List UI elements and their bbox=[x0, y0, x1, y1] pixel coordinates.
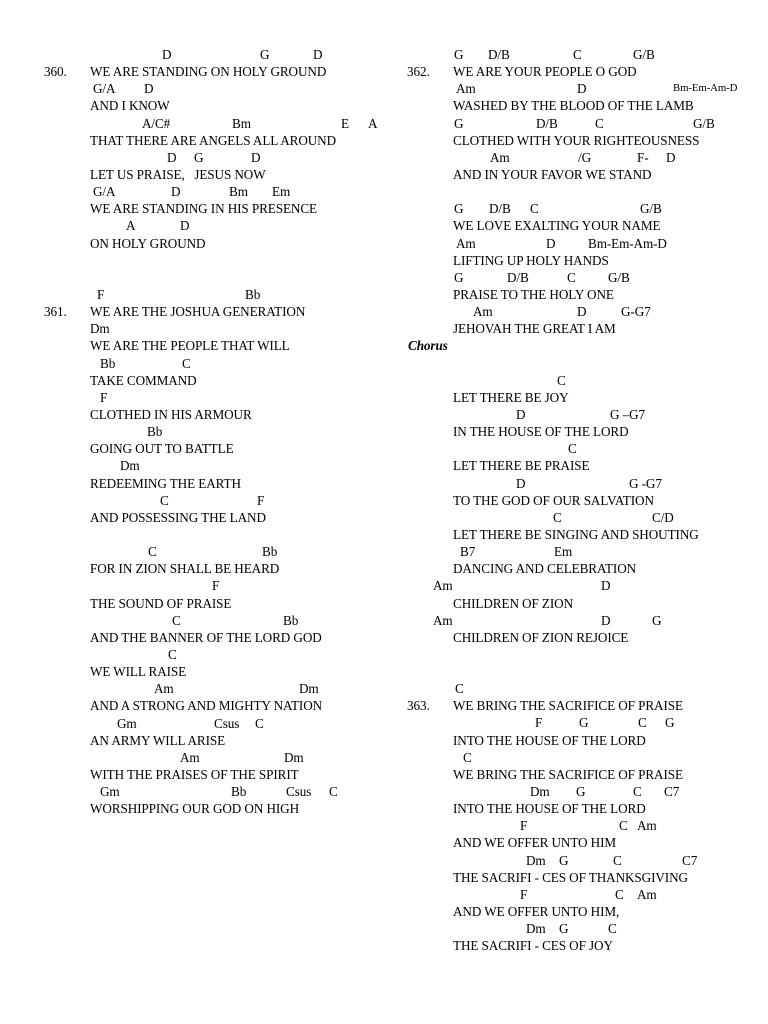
chord: C bbox=[557, 372, 566, 388]
lyric-text: AND I KNOW bbox=[90, 98, 170, 114]
chord: F- bbox=[637, 149, 649, 165]
chord-line bbox=[400, 115, 768, 132]
blank-line bbox=[0, 526, 390, 543]
chord: C bbox=[172, 612, 181, 628]
lyric-line bbox=[0, 629, 390, 646]
lyric-text: CHILDREN OF ZION bbox=[453, 595, 574, 611]
lyric-line bbox=[400, 766, 768, 783]
chord: D bbox=[171, 184, 181, 200]
chord: C bbox=[608, 921, 617, 937]
lyric-text: WE ARE STANDING ON HOLY GROUND bbox=[90, 64, 327, 80]
song-360 bbox=[0, 46, 390, 252]
lyric-line bbox=[0, 337, 390, 354]
chord-line bbox=[400, 149, 768, 166]
lyric-text: ON HOLY GROUND bbox=[90, 235, 206, 251]
chord: Am bbox=[433, 578, 453, 594]
lyric-line bbox=[400, 629, 768, 646]
chord-line bbox=[400, 46, 768, 63]
lyric-line bbox=[400, 166, 768, 183]
chord-line bbox=[0, 149, 390, 166]
lyric-line bbox=[400, 492, 768, 509]
chord: C7 bbox=[682, 852, 698, 868]
chord: Am bbox=[473, 304, 493, 320]
lyric-text: AND WE OFFER UNTO HIM, bbox=[453, 904, 620, 920]
chord: Dm bbox=[530, 784, 550, 800]
chord: Am bbox=[180, 749, 200, 765]
lyric-text: WITH THE PRAISES OF THE SPIRIT bbox=[90, 766, 299, 782]
lyric-line bbox=[0, 697, 390, 714]
lyric-line bbox=[400, 320, 768, 337]
lyric-line bbox=[0, 475, 390, 492]
lyric-text: LIFTING UP HOLY HANDS bbox=[453, 252, 609, 268]
chord: G bbox=[260, 47, 270, 62]
chord: G bbox=[454, 115, 464, 131]
chord: D bbox=[516, 475, 526, 491]
chord: C bbox=[463, 749, 472, 765]
chord: D bbox=[167, 149, 177, 165]
chord: Am bbox=[154, 681, 174, 697]
lyric-line bbox=[0, 200, 390, 217]
lyric-line bbox=[0, 800, 390, 817]
lyric-text: WASHED BY THE BLOOD OF THE LAMB bbox=[453, 98, 694, 114]
chord: G/B bbox=[640, 201, 662, 217]
chord: Bm-Em-Am-D bbox=[673, 82, 738, 95]
chord-line bbox=[0, 783, 390, 800]
chord: C bbox=[573, 47, 582, 62]
song-362 bbox=[400, 46, 768, 337]
chord: F bbox=[520, 818, 528, 834]
song-363 bbox=[400, 646, 768, 955]
chord: Gm bbox=[100, 784, 120, 800]
chord: Bb bbox=[283, 612, 299, 628]
chord: G/B bbox=[693, 115, 715, 131]
chord-line bbox=[0, 115, 390, 132]
lyric-line bbox=[400, 697, 768, 714]
chord: D/B bbox=[507, 269, 529, 285]
chord: D bbox=[601, 578, 611, 594]
chord: Bb bbox=[262, 544, 278, 560]
chord: C bbox=[615, 886, 624, 902]
chord-line bbox=[400, 303, 768, 320]
chord: Dm bbox=[526, 921, 546, 937]
chord: C bbox=[329, 784, 338, 800]
lyric-text: JEHOVAH THE GREAT I AM bbox=[453, 321, 616, 337]
chord: Am bbox=[490, 149, 510, 165]
chord-line bbox=[0, 423, 390, 440]
lyric-line bbox=[0, 406, 390, 423]
chord-line bbox=[0, 492, 390, 509]
lyric-line bbox=[0, 440, 390, 457]
chord: D bbox=[251, 149, 261, 165]
lyric-line bbox=[400, 457, 768, 474]
chord-line bbox=[400, 372, 768, 389]
chord: G bbox=[454, 269, 464, 285]
lyric-text: WORSHIPPING OUR GOD ON HIGH bbox=[90, 801, 300, 817]
lyric-text: WE WILL RAISE bbox=[90, 664, 187, 680]
lyric-line bbox=[0, 97, 390, 114]
lyric-text: LET THERE BE JOY bbox=[453, 389, 569, 405]
lyric-text: AND A STRONG AND MIGHTY NATION bbox=[90, 698, 323, 714]
chord: F bbox=[535, 715, 543, 731]
song-number: 361. bbox=[44, 304, 67, 320]
chord-line bbox=[400, 475, 768, 492]
chord: D bbox=[546, 235, 556, 251]
chord: E bbox=[341, 115, 349, 131]
chord-line bbox=[400, 817, 768, 834]
chord: C bbox=[613, 852, 622, 868]
lyric-text: WE BRING THE SACRIFICE OF PRAISE bbox=[453, 766, 683, 782]
chord: C bbox=[568, 441, 577, 457]
chord-line bbox=[0, 543, 390, 560]
chord: A/C# bbox=[142, 115, 171, 131]
chord: D bbox=[180, 218, 190, 234]
lyric-text: REDEEMING THE EARTH bbox=[90, 475, 241, 491]
chord: G –G7 bbox=[610, 406, 646, 422]
chord: G/B bbox=[633, 47, 655, 62]
chord-line bbox=[400, 886, 768, 903]
chord: D bbox=[144, 81, 154, 97]
chord-line bbox=[400, 714, 768, 731]
lyric-line bbox=[0, 235, 390, 252]
chord-line bbox=[400, 543, 768, 560]
lyric-line bbox=[400, 903, 768, 920]
lyric-text: GOING OUT TO BATTLE bbox=[90, 441, 234, 457]
lyric-line bbox=[400, 132, 768, 149]
chord-line bbox=[0, 389, 390, 406]
lyric-text: DANCING AND CELEBRATION bbox=[453, 561, 637, 577]
chord: G bbox=[579, 715, 589, 731]
chord: Am bbox=[637, 886, 657, 902]
lyric-text: THE SACRIFI - CES OF THANKSGIVING bbox=[453, 869, 688, 885]
lyric-line bbox=[0, 132, 390, 149]
chord: Em bbox=[272, 184, 291, 200]
chord-line bbox=[400, 920, 768, 937]
chord-line bbox=[400, 80, 768, 97]
chord: C bbox=[255, 715, 264, 731]
lyric-line bbox=[400, 389, 768, 406]
song-chorus bbox=[400, 337, 768, 646]
chord: D bbox=[162, 47, 172, 62]
chord: G/B bbox=[608, 269, 630, 285]
song-361 bbox=[0, 286, 390, 817]
chord: Bb bbox=[231, 784, 247, 800]
chord-line bbox=[0, 715, 390, 732]
lyric-line bbox=[0, 663, 390, 680]
lyric-text: THAT THERE ARE ANGELS ALL AROUND bbox=[90, 132, 337, 148]
lyric-text: WE BRING THE SACRIFICE OF PRAISE bbox=[453, 698, 683, 714]
lyric-text: WE ARE THE JOSHUA GENERATION bbox=[90, 304, 306, 320]
blank-line bbox=[400, 355, 768, 372]
blank-line bbox=[400, 663, 768, 680]
lyric-text: FOR IN ZION SHALL BE HEARD bbox=[90, 561, 280, 577]
chord: Bm-Em-Am-D bbox=[588, 235, 667, 251]
chord-line bbox=[0, 320, 390, 337]
lyric-text: AND THE BANNER OF THE LORD GOD bbox=[90, 629, 322, 645]
lyric-text: WE ARE THE PEOPLE THAT WILL bbox=[90, 338, 290, 354]
chord: Am bbox=[456, 235, 476, 251]
chord-line bbox=[400, 612, 768, 629]
chord: C bbox=[168, 646, 177, 662]
lyric-line bbox=[400, 869, 768, 886]
chord: G/A bbox=[93, 184, 116, 200]
chord: F bbox=[100, 389, 108, 405]
lyric-line bbox=[0, 560, 390, 577]
lyric-text: WE ARE YOUR PEOPLE O GOD bbox=[453, 64, 637, 80]
chord: C bbox=[455, 681, 464, 697]
chord: C bbox=[567, 269, 576, 285]
chord-line bbox=[0, 749, 390, 766]
chord-line bbox=[0, 46, 390, 63]
lyric-text: AN ARMY WILL ARISE bbox=[90, 732, 226, 748]
chord-line bbox=[400, 783, 768, 800]
song-number: 362. bbox=[407, 64, 430, 80]
chord: Bb bbox=[100, 355, 116, 371]
lyric-line bbox=[400, 800, 768, 817]
chord-line bbox=[400, 200, 768, 217]
lyric-text: WE ARE STANDING IN HIS PRESENCE bbox=[90, 201, 317, 217]
lyric-text: LET US PRAISE, JESUS NOW bbox=[90, 166, 266, 182]
lyric-text: TAKE COMMAND bbox=[90, 372, 197, 388]
chord: C/D bbox=[652, 509, 674, 525]
chord-line bbox=[400, 269, 768, 286]
chord-line bbox=[0, 577, 390, 594]
lyric-text: PRAISE TO THE HOLY ONE bbox=[453, 286, 614, 302]
lyric-text: LET THERE BE SINGING AND SHOUTING bbox=[453, 526, 699, 542]
chord: /G bbox=[578, 149, 591, 165]
lyric-text: IN THE HOUSE OF THE LORD bbox=[453, 424, 629, 440]
lyric-line bbox=[0, 595, 390, 612]
lyric-text: CLOTHED IN HIS ARMOUR bbox=[90, 406, 252, 422]
chord: D bbox=[577, 81, 587, 97]
chord-line bbox=[0, 183, 390, 200]
chord: G/A bbox=[93, 81, 116, 97]
left-song-column bbox=[0, 46, 390, 817]
chord-line bbox=[0, 286, 390, 303]
chord: C bbox=[148, 544, 157, 560]
chord: G bbox=[559, 852, 569, 868]
chord: Em bbox=[554, 544, 573, 560]
lyric-line bbox=[400, 560, 768, 577]
chord: C bbox=[160, 492, 169, 508]
chord-line bbox=[0, 80, 390, 97]
song-number: 360. bbox=[44, 64, 67, 80]
lyric-text: THE SACRIFI - CES OF JOY bbox=[453, 938, 613, 954]
chord: C7 bbox=[664, 784, 680, 800]
lyric-line bbox=[400, 595, 768, 612]
chord: D/B bbox=[536, 115, 558, 131]
lyric-line bbox=[400, 217, 768, 234]
chord: B7 bbox=[460, 544, 476, 560]
chord: Bb bbox=[147, 424, 163, 440]
lyric-line bbox=[0, 63, 390, 80]
lyric-text: THE SOUND OF PRAISE bbox=[90, 595, 232, 611]
chord: C bbox=[633, 784, 642, 800]
chord: Dm bbox=[299, 681, 319, 697]
lyric-text: CHILDREN OF ZION REJOICE bbox=[453, 629, 629, 645]
lyric-line bbox=[0, 303, 390, 320]
lyric-line bbox=[400, 834, 768, 851]
chord: Dm bbox=[120, 458, 140, 474]
lyric-text: INTO THE HOUSE OF THE LORD bbox=[453, 801, 646, 817]
lyric-text: CLOTHED WITH YOUR RIGHTEOUSNESS bbox=[453, 132, 700, 148]
lyric-line bbox=[400, 526, 768, 543]
chord: Dm bbox=[284, 749, 304, 765]
lyric-text: TO THE GOD OF OUR SALVATION bbox=[453, 492, 654, 508]
lyric-line bbox=[0, 372, 390, 389]
lyric-line bbox=[400, 732, 768, 749]
chord: Am bbox=[637, 818, 657, 834]
lyric-text: WE LOVE EXALTING YOUR NAME bbox=[453, 218, 661, 234]
chord: G bbox=[194, 149, 204, 165]
chord: G -G7 bbox=[629, 475, 662, 491]
chord-line bbox=[0, 457, 390, 474]
lyric-line bbox=[0, 766, 390, 783]
chord: Dm bbox=[90, 321, 110, 337]
chord: Dm bbox=[526, 852, 546, 868]
chord: D bbox=[313, 47, 323, 62]
chord-line bbox=[400, 577, 768, 594]
lyric-line bbox=[400, 252, 768, 269]
chord-line bbox=[400, 440, 768, 457]
chord: G-G7 bbox=[621, 304, 651, 320]
song-number: 363. bbox=[407, 698, 430, 714]
chord: D bbox=[601, 612, 611, 628]
chord: A bbox=[368, 115, 378, 131]
chord: G bbox=[454, 47, 464, 62]
chord-line bbox=[0, 646, 390, 663]
lyric-text: INTO THE HOUSE OF THE LORD bbox=[453, 732, 646, 748]
chord: C bbox=[638, 715, 647, 731]
chord-line bbox=[0, 612, 390, 629]
chord: F bbox=[520, 886, 528, 902]
lyric-line bbox=[400, 937, 768, 954]
chorus-heading: Chorus bbox=[408, 338, 448, 354]
chord: G bbox=[559, 921, 569, 937]
chord: Am bbox=[456, 81, 476, 97]
chord-line bbox=[400, 235, 768, 252]
chord: D/B bbox=[488, 47, 510, 62]
chord-line bbox=[400, 406, 768, 423]
lyric-line bbox=[400, 63, 768, 80]
chord: D/B bbox=[489, 201, 511, 217]
lyric-text: AND IN YOUR FAVOR WE STAND bbox=[453, 166, 652, 182]
lyric-text: AND WE OFFER UNTO HIM bbox=[453, 835, 616, 851]
chord-line bbox=[400, 680, 768, 697]
chord-line bbox=[0, 680, 390, 697]
blank-line bbox=[400, 183, 768, 200]
lyric-line bbox=[0, 166, 390, 183]
lyric-line bbox=[0, 509, 390, 526]
lyric-line bbox=[400, 423, 768, 440]
chord: G bbox=[576, 784, 586, 800]
chord: Am bbox=[433, 612, 453, 628]
chord: C bbox=[595, 115, 604, 131]
chord: Bm bbox=[229, 184, 248, 200]
lyric-text: LET THERE BE PRAISE bbox=[453, 458, 590, 474]
chord: C bbox=[619, 818, 628, 834]
lyric-line bbox=[0, 732, 390, 749]
chord: C bbox=[182, 355, 191, 371]
blank-line bbox=[400, 646, 768, 663]
chord: C bbox=[530, 201, 539, 217]
chord-line bbox=[400, 749, 768, 766]
chord: F bbox=[97, 286, 105, 302]
lyric-line bbox=[400, 97, 768, 114]
chord: D bbox=[577, 304, 587, 320]
chord: F bbox=[212, 578, 220, 594]
chord: Csus bbox=[214, 715, 240, 731]
lyric-text: AND POSSESSING THE LAND bbox=[90, 509, 266, 525]
chord: Bm bbox=[232, 115, 251, 131]
chord: D bbox=[516, 406, 526, 422]
chord: G bbox=[665, 715, 675, 731]
chord: A bbox=[126, 218, 136, 234]
chord: C bbox=[553, 509, 562, 525]
chord: Gm bbox=[117, 715, 137, 731]
chord: D bbox=[666, 149, 676, 165]
chord: G bbox=[652, 612, 662, 628]
chord-line bbox=[0, 217, 390, 234]
chord: Csus bbox=[286, 784, 312, 800]
chord: Bb bbox=[245, 286, 261, 302]
right-song-column bbox=[400, 46, 768, 954]
chord-line bbox=[400, 509, 768, 526]
lyric-line bbox=[400, 286, 768, 303]
chord-line bbox=[0, 355, 390, 372]
chord: G bbox=[454, 201, 464, 217]
chord-line bbox=[400, 852, 768, 869]
chord: F bbox=[257, 492, 265, 508]
